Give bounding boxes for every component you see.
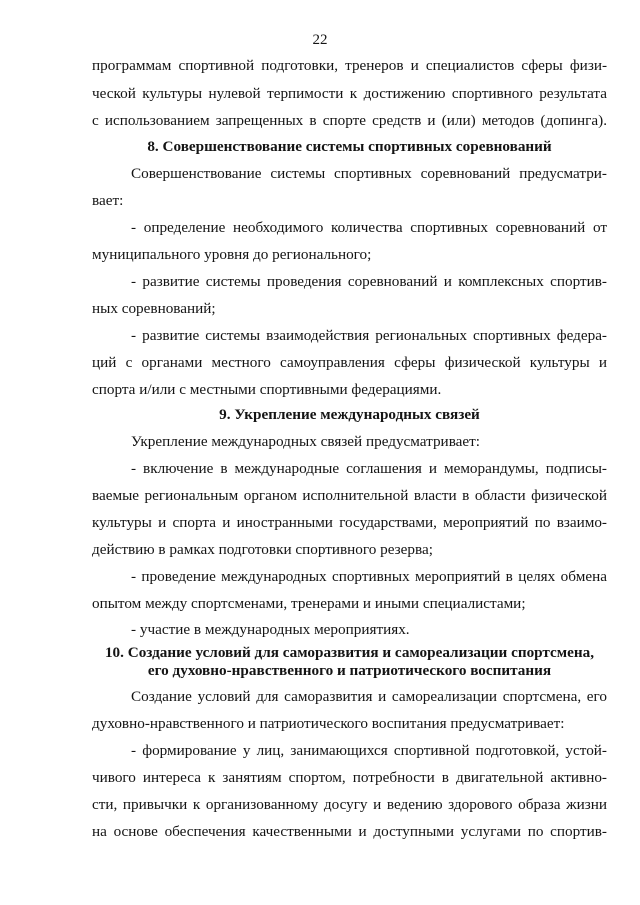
text-line: Совершенствование системы спортивных соревнований предусматри- [131, 165, 607, 182]
text-line: духовно-нравственного и патриотического воспитания предусматривает: [92, 715, 565, 732]
text-line: опытом между спортсменами, тренерами и иными специалистами; [92, 595, 526, 612]
text-line: - участие в международных мероприятиях. [131, 621, 410, 638]
text-line: Укрепление международных связей предусматривает: [131, 433, 480, 450]
page-number: 22 [312, 32, 328, 48]
text-line: программам спортивной подготовки, тренеров и специалистов сферы физи- [92, 57, 607, 74]
text-line: ваемые региональным органом исполнительной власти в области физической [92, 487, 607, 504]
text-line: культуры и спорта и иностранными государствами, мероприятий по взаимо- [92, 514, 607, 531]
text-line: действию в рамках подготовки спортивного резерва; [92, 541, 433, 558]
text-line: ных соревнований; [92, 300, 216, 317]
text-line: - развитие системы взаимодействия региональных спортивных федера- [131, 327, 607, 344]
text-line: муниципального уровня до регионального; [92, 246, 372, 263]
text-line: - проведение международных спортивных мероприятий в целях обмена [131, 568, 607, 585]
text-line: - определение необходимого количества спортивных соревнований от [131, 219, 607, 236]
section-heading: 8. Совершенствование системы спортивных соревнований [147, 138, 552, 155]
text-line: - включение в международные соглашения и меморандумы, подписы- [131, 460, 607, 477]
section-heading: 9. Укрепление международных связей [219, 406, 480, 423]
text-line: - развитие системы проведения соревнований и комплексных спортив- [131, 273, 607, 290]
section-heading: его духовно-нравственного и патриотического воспитания [147, 662, 552, 679]
section-heading: 10. Создание условий для саморазвития и самореализации спортсмена, [104, 644, 595, 661]
text-line: спорта и/или с местными спортивными федерациями. [92, 381, 442, 398]
text-line: с использованием запрещенных в спорте средств и (или) методов (допинга). [92, 112, 607, 129]
text-line: ций с органами местного самоуправления сферы физической культуры и [92, 354, 607, 371]
text-line: ческой культуры нулевой терпимости к достижению спортивного результата [92, 85, 607, 102]
text-line: сти, привычки к организованному досугу и ведению здорового образа жизни [92, 796, 607, 813]
text-line: на основе обеспечения качественными и доступными услугами по спортив- [92, 823, 607, 840]
text-line: - формирование у лиц, занимающихся спортивной подготовкой, устой- [131, 742, 607, 759]
text-line: вает: [92, 192, 124, 209]
text-line: Создание условий для саморазвития и самореализации спортсмена, его [131, 688, 607, 705]
text-line: чивого интереса к занятиям спортом, потребности в двигательной активно- [92, 769, 607, 786]
